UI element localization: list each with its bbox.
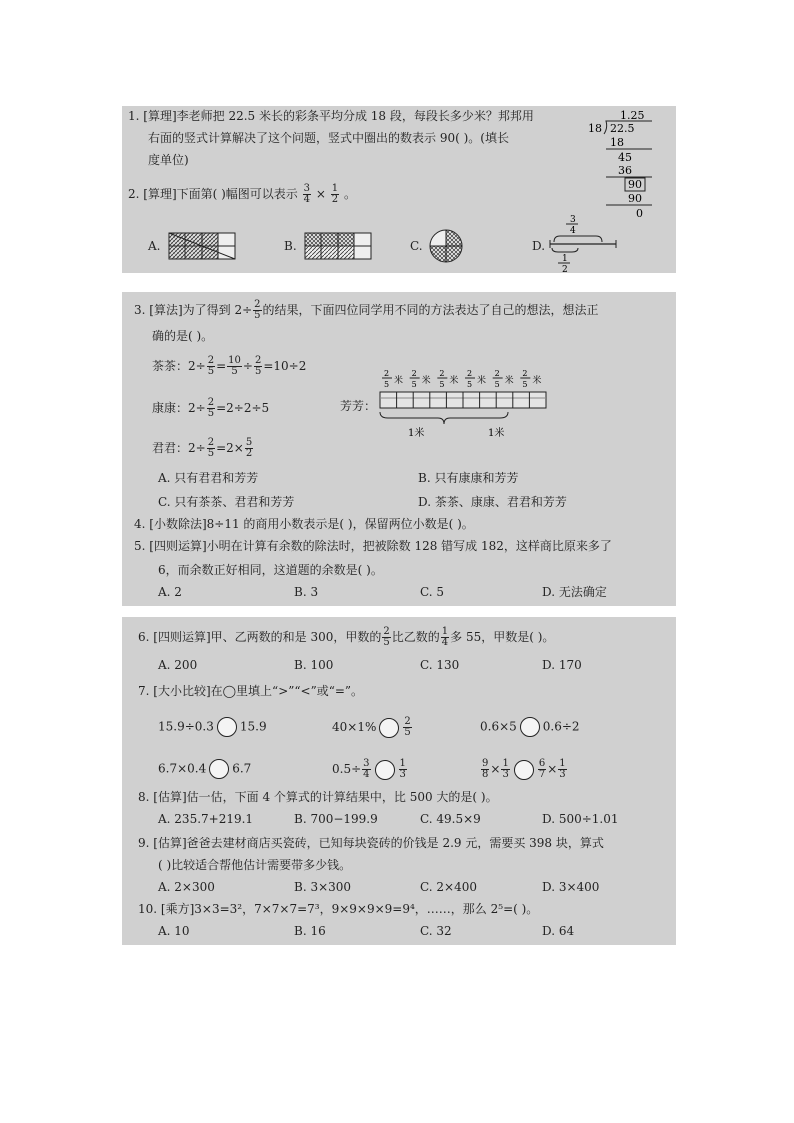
compare-circle-6[interactable] <box>514 760 534 780</box>
q3-junjun: 君君：2÷ $\frac{2}{5}$ =2× $\frac{5}{2}$ <box>152 437 253 459</box>
q8-option-b: B. 700−199.9 <box>294 812 378 826</box>
segment-numerator: 2 <box>494 369 500 378</box>
q1-line1: 1. [算理]李老师把 22.5 米长的彩条平均分成 18 段，每段长多少米？邦邦用 <box>128 109 534 123</box>
q9-line2: ( )比较适合帮他估计需要带多少钱。 <box>158 858 352 872</box>
q2-option-d-label: D. <box>532 239 546 253</box>
q5-line2: 6，而余数正好相同，这道题的余数是( )。 <box>158 563 383 577</box>
division-row1: 18 <box>610 136 624 149</box>
q3-option-c: C. 只有茶茶、君君和芳芳 <box>158 495 295 509</box>
segment-label <box>493 369 514 389</box>
segment-label <box>520 369 541 389</box>
q3-option-a: A. 只有君君和芳芳 <box>158 471 259 485</box>
q9-option-b: B. 3×300 <box>294 880 352 894</box>
q2-d-bottom-numerator: 1 <box>562 254 568 264</box>
q3-fangfang-label: 芳芳： <box>340 399 377 413</box>
segment-denominator: 5 <box>384 380 390 389</box>
division-divisor: 18 <box>588 122 602 135</box>
segment-numerator: 2 <box>439 369 445 378</box>
q9-option-c: C. 2×400 <box>420 880 477 894</box>
q2-stem <box>128 184 356 205</box>
q3-meter-label-2: 1米 <box>488 428 505 439</box>
q10-option-b: B. 16 <box>294 924 326 938</box>
q2-figure-c <box>428 228 464 264</box>
segment-denominator: 5 <box>522 380 528 389</box>
q6-stem: 6. [四则运算]甲、乙两数的和是 300，甲数的 $\frac{2}{5}$ 比乙数的 $\frac{1}{4}$ 多 55，甲数是( )。 <box>138 626 555 648</box>
q7-expr-4: 6.7×0.4 6.7 <box>158 759 251 779</box>
q9-line1: 9. [估算]爸爸去建材商店买瓷砖，已知每块瓷砖的价钱是 2.9 元，需要买 398 块，算式 <box>138 836 604 850</box>
q7-title: 7. [大小比较]在◯里填上“>”“<”或“=”。 <box>138 684 364 698</box>
q3-meter-label-1: 1米 <box>408 428 425 439</box>
segment-unit: 米 <box>504 376 514 386</box>
q3-line1 <box>134 300 599 321</box>
segment-unit: 米 <box>449 376 459 386</box>
q2-suffix: 。 <box>343 187 356 201</box>
segment-denominator: 5 <box>439 380 445 389</box>
division-row3: 36 <box>618 164 632 177</box>
q5-option-b: B. 3 <box>294 585 319 599</box>
segment-label <box>410 369 431 389</box>
segment-unit: 米 <box>532 376 542 386</box>
compare-circle-2[interactable] <box>379 718 399 738</box>
q10-option-a: A. 10 <box>158 924 190 938</box>
division-row6: 0 <box>636 207 643 220</box>
q5-line1: 5. [四则运算]小明在计算有余数的除法时，把被除数 128 错写成 182，这样商比原来多了 <box>134 539 612 553</box>
photo-panel-1 <box>122 106 676 273</box>
q1-line2: 右面的竖式计算解决了这个问题，竖式中圈出的数表示 90( )。(填长 <box>148 131 509 145</box>
q10-text: 10. [乘方]3×3=3²，7×7×7=7³，9×9×9×9=9⁴，……，那么 2⁵=( )。 <box>138 902 539 916</box>
q3-line2: 确的是( )。 <box>152 329 214 343</box>
q8-option-a: A. 235.7+219.1 <box>158 812 254 826</box>
segment-unit: 米 <box>394 376 404 386</box>
q2-d-top-denominator: 4 <box>570 226 576 236</box>
segment-unit: 米 <box>477 376 487 386</box>
segment-label <box>437 369 458 389</box>
division-quotient: 1.25 <box>620 109 645 122</box>
segment-denominator: 5 <box>467 380 473 389</box>
q8-text: 8. [估算]估一估，下面 4 个算式的计算结果中，比 500 大的是( )。 <box>138 790 498 804</box>
q6-option-d: D. 170 <box>542 658 582 672</box>
q8-option-d: D. 500÷1.01 <box>542 812 619 826</box>
photo-panel-3 <box>122 617 676 945</box>
segment-denominator: 5 <box>411 380 417 389</box>
q2-option-a-label: A. <box>148 239 161 253</box>
q6-option-b: B. 100 <box>294 658 334 672</box>
q2-fraction-2: $\frac{1}{2}$ <box>331 183 339 205</box>
segment-numerator: 2 <box>467 369 473 378</box>
compare-circle-5[interactable] <box>375 760 395 780</box>
q2-figure-b <box>304 231 374 261</box>
q5-option-d: D. 无法确定 <box>542 585 607 599</box>
segment-denominator: 5 <box>494 380 500 389</box>
q5-option-a: A. 2 <box>158 585 182 599</box>
q2-d-top-numerator: 3 <box>570 215 576 225</box>
q2-prefix: 2. [算理]下面第( )幅图可以表示 <box>128 187 298 201</box>
compare-circle-4[interactable] <box>209 759 229 779</box>
q1-line3: 度单位) <box>148 153 189 167</box>
q2-fraction-1: $\frac{3}{4}$ <box>303 183 311 205</box>
segment-numerator: 2 <box>384 369 390 378</box>
q2-figure-d <box>548 212 622 273</box>
division-row5: 90 <box>628 192 642 205</box>
q3-chacha: 茶茶：2÷ $\frac{2}{5}$ = $\frac{10}{5}$ ÷ $\frac{2}{5}$ =10÷2 <box>152 355 307 377</box>
q7-expr-5: 0.5÷ $\frac{3}{4}$ $\frac{1}{3}$ <box>332 758 406 780</box>
segment-numerator: 2 <box>522 369 528 378</box>
q9-option-a: A. 2×300 <box>158 880 215 894</box>
compare-circle-1[interactable] <box>217 717 237 737</box>
q2-figure-a <box>168 231 238 261</box>
q3-kangkang: 康康：2÷ $\frac{2}{5}$ =2÷2÷5 <box>152 397 270 419</box>
q6-option-a: A. 200 <box>158 658 198 672</box>
division-row4: 90 <box>628 178 642 191</box>
q3-option-d: D. 茶茶、康康、君君和芳芳 <box>418 495 567 509</box>
q7-expr-2: 40×1% $\frac{2}{5}$ <box>332 716 411 738</box>
q7-expr-1: 15.9÷0.3 15.9 <box>158 717 267 737</box>
q2-option-c-label: C. <box>410 239 423 253</box>
q5-option-c: C. 5 <box>420 585 445 599</box>
division-row2: 45 <box>618 151 632 164</box>
q2-d-bottom-denominator: 2 <box>562 265 568 274</box>
q7-expr-3: 0.6×5 0.6÷2 <box>480 717 580 737</box>
q3-line1-end: 的结果，下面四位同学用不同的方法表达了自己的想法，想法正 <box>262 303 599 317</box>
compare-circle-3[interactable] <box>520 717 540 737</box>
q3-line1-start: 3. [算法]为了得到 2÷ <box>134 303 253 317</box>
segment-unit: 米 <box>421 376 431 386</box>
q8-option-c: C. 49.5×9 <box>420 812 481 826</box>
photo-panel-2 <box>122 292 676 606</box>
q7-expr-6: $\frac{9}{8}$ × $\frac{1}{3}$ $\frac{6}{7}$ × $\frac{1}{3}$ <box>482 758 566 780</box>
segment-label <box>465 369 486 389</box>
division-dividend: 22.5 <box>610 122 635 135</box>
q3-option-b: B. 只有康康和芳芳 <box>418 471 519 485</box>
q2-times: × <box>315 187 326 201</box>
q3-fangfang-diagram <box>378 368 558 444</box>
q10-option-d: D. 64 <box>542 924 575 938</box>
q9-option-d: D. 3×400 <box>542 880 600 894</box>
q4-text: 4. [小数除法]8÷11 的商用小数表示是( )，保留两位小数是( )。 <box>134 517 474 531</box>
segment-label <box>382 369 403 389</box>
q3-stem-fraction: $\frac{2}{5}$ <box>254 299 261 321</box>
q2-option-b-label: B. <box>284 239 297 253</box>
q6-option-c: C. 130 <box>420 658 460 672</box>
long-division <box>586 106 676 222</box>
segment-numerator: 2 <box>411 369 417 378</box>
q10-option-c: C. 32 <box>420 924 452 938</box>
